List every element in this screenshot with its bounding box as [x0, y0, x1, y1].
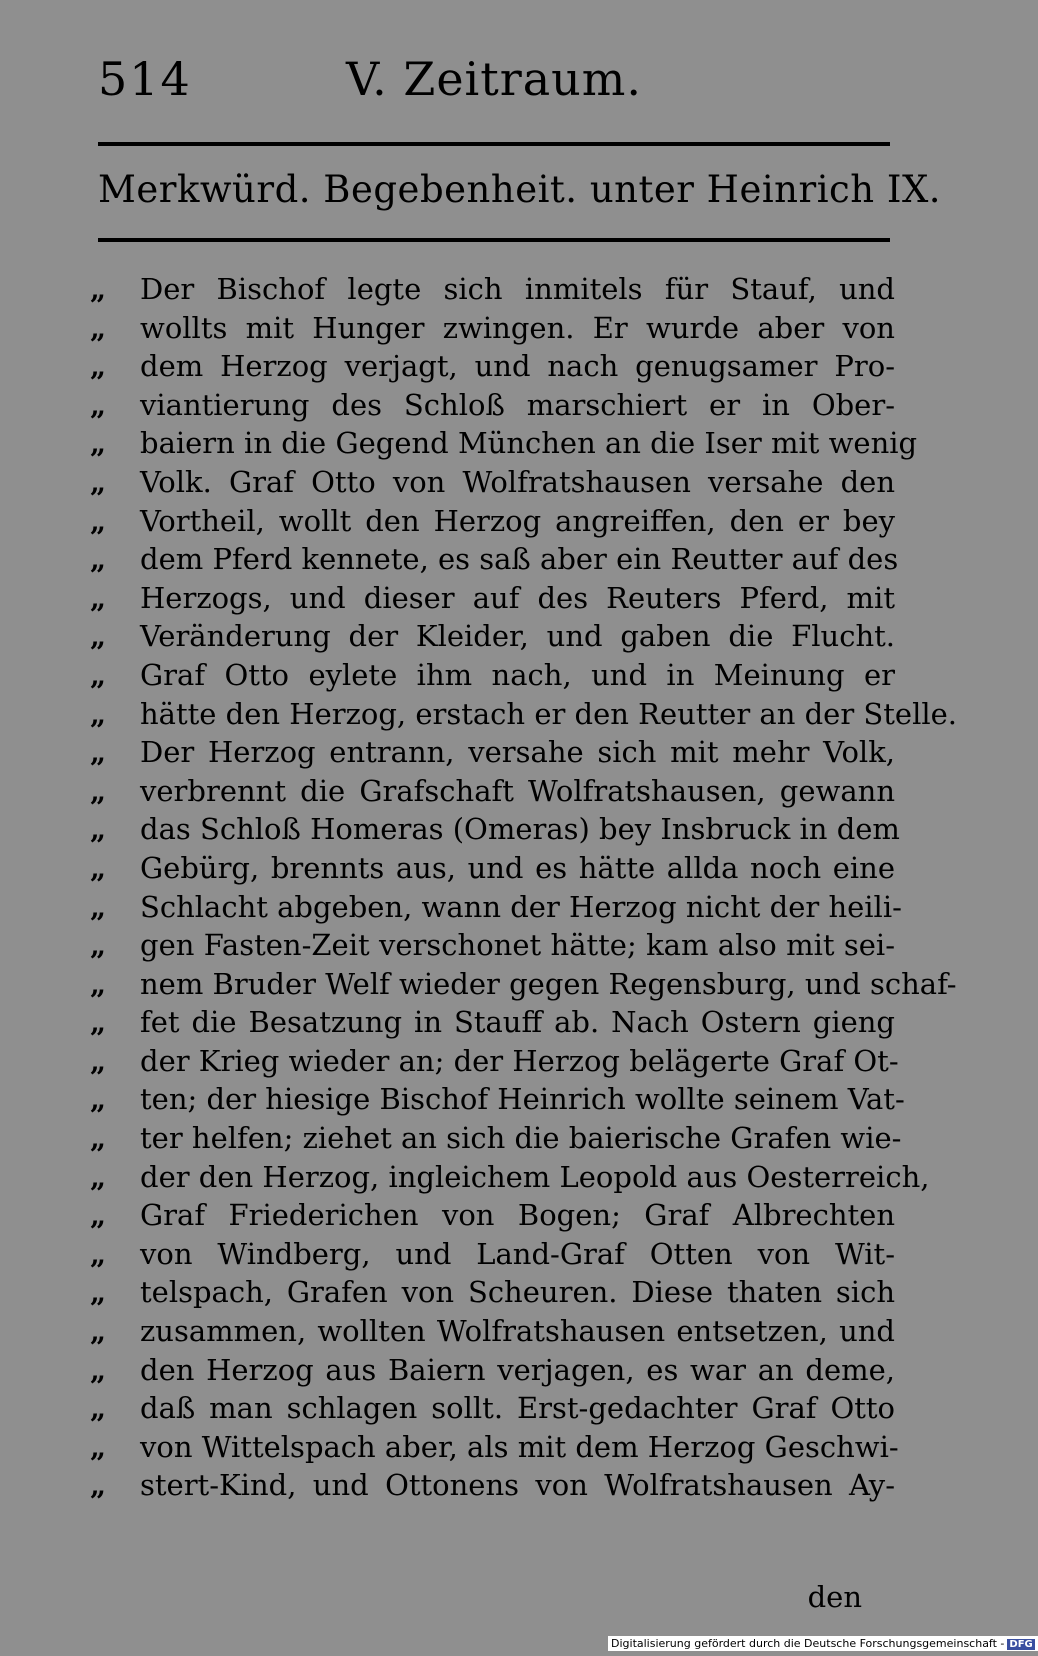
quote-mark: „ [90, 1392, 107, 1426]
quote-mark: „ [90, 697, 107, 731]
running-head: V. Zeitraum. [345, 52, 643, 106]
line-text: dem Herzog verjagt, und nach genugsamer Pro- [140, 349, 895, 384]
line-text: Veränderung der Kleider, und gaben die Flucht. [140, 619, 895, 654]
text-line [90, 1158, 930, 1197]
line-text: fet die Besatzung in Stauff ab. Nach Ostern gieng [140, 1005, 895, 1040]
text-line [90, 1235, 895, 1274]
page-number: 514 [98, 52, 192, 106]
section-heading: Merkwürd. Begebenheit. unter Heinrich IX. [98, 168, 942, 211]
quote-mark: „ [90, 736, 107, 770]
quote-mark: „ [90, 1122, 107, 1156]
quote-mark: „ [90, 1353, 107, 1387]
quote-mark: „ [90, 813, 107, 847]
quote-mark: „ [90, 504, 107, 538]
quote-mark: „ [90, 1430, 107, 1464]
text-line [90, 1196, 895, 1235]
text-line [90, 849, 895, 888]
digitization-credit-text: Digitalisierung gefördert durch die Deutsche Forschungsgemeinschaft - [611, 1637, 1005, 1650]
line-text: Graf Otto eylete ihm nach, und in Meinung er [140, 657, 895, 692]
text-line [90, 309, 895, 348]
line-text: den Herzog aus Baiern verjagen, es war an deme, [140, 1352, 895, 1387]
text-line [90, 1428, 899, 1467]
text-line [90, 965, 957, 1004]
quote-mark: „ [90, 1315, 107, 1349]
quote-mark: „ [90, 465, 107, 499]
page-header [98, 44, 890, 114]
quote-mark: „ [90, 658, 107, 692]
text-line [90, 733, 895, 772]
text-line [90, 386, 895, 425]
quote-mark: „ [90, 1469, 107, 1503]
quote-mark: „ [90, 1160, 107, 1194]
text-line [90, 1119, 902, 1158]
text-line [90, 1003, 895, 1042]
line-text: von Windberg, und Land-Graf Otten von Wit- [140, 1236, 895, 1271]
text-line [90, 1312, 895, 1351]
text-line [90, 810, 900, 849]
header-rule-bottom [98, 238, 890, 242]
text-line [90, 772, 895, 811]
text-line [90, 926, 895, 965]
line-text: das Schloß Homeras (Omeras) bey Insbruck in dem [140, 812, 900, 847]
line-text: ten; der hiesige Bischof Heinrich wollte seinem Vat- [140, 1082, 905, 1117]
text-line [90, 579, 895, 618]
line-text: nem Bruder Welf wieder gegen Regensburg, und schaf- [140, 966, 957, 1001]
line-text: der den Herzog, ingleichem Leopold aus Oesterreich, [140, 1159, 930, 1194]
quote-mark: „ [90, 1006, 107, 1040]
line-text: Der Bischof legte sich inmitels für Stauf, und [140, 272, 895, 306]
quote-mark: „ [90, 388, 107, 422]
quote-mark: „ [90, 851, 107, 885]
text-line [90, 1042, 899, 1081]
quote-mark: „ [90, 929, 107, 963]
quote-mark: „ [90, 1237, 107, 1271]
dfg-logo: DFG [1009, 1639, 1033, 1650]
text-line [90, 502, 895, 541]
line-text: dem Pferd kennete, es saß aber ein Reutter auf des [140, 542, 899, 577]
quote-mark: „ [90, 350, 107, 384]
catchword: den [807, 1580, 862, 1614]
text-line [90, 888, 902, 927]
quote-mark: „ [90, 620, 107, 654]
text-line [90, 463, 895, 502]
text-line [90, 1389, 895, 1428]
text-line [90, 1466, 895, 1505]
line-text: gen Fasten-Zeit verschonet hätte; kam also mit sei- [140, 928, 895, 963]
quote-mark: „ [90, 1044, 107, 1078]
quote-mark: „ [90, 890, 107, 924]
quote-mark: „ [90, 427, 107, 461]
quote-mark: „ [90, 1199, 107, 1233]
line-text: Herzogs, und dieser auf des Reuters Pferd, mit [140, 580, 895, 615]
text-line [90, 656, 895, 695]
line-text: Der Herzog entrann, versahe sich mit mehr Volk, [140, 735, 895, 770]
line-text: der Krieg wieder an; der Herzog belägerte Graf Ot- [140, 1043, 899, 1078]
line-text: zusammen, wollten Wolfratshausen entsetzen, und [140, 1314, 895, 1349]
line-text: ter helfen; ziehet an sich die baierische Grafen wie- [140, 1121, 902, 1156]
line-text: baiern in die Gegend München an die Iser mit wenig [140, 426, 918, 461]
quote-mark: „ [90, 967, 107, 1001]
quote-mark: „ [90, 774, 107, 808]
line-text: verbrennt die Grafschaft Wolfratshausen, gewann [140, 773, 895, 808]
line-text: Schlacht abgeben, wann der Herzog nicht der heili- [140, 889, 902, 924]
text-line [90, 424, 918, 463]
quote-mark: „ [90, 311, 107, 345]
line-text: viantierung des Schloß marschiert er in Ober- [140, 387, 895, 422]
text-line [90, 1351, 895, 1390]
text-line [90, 1080, 905, 1119]
header-rule-top [98, 142, 890, 146]
digitization-credit [608, 1636, 1038, 1651]
text-line [90, 1273, 895, 1312]
line-text: stert-Kind, und Ottonens von Wolfratshausen Ay- [140, 1468, 895, 1503]
line-text: hätte den Herzog, erstach er den Reutter an der Stelle. [140, 696, 958, 731]
quote-mark: „ [90, 581, 107, 615]
text-line [90, 695, 958, 734]
line-text: Gebürg, brennts aus, und es hätte allda noch eine [140, 850, 895, 885]
line-text: Vortheil, wollt den Herzog angreiffen, den er bey [140, 503, 895, 538]
line-text: Volk. Graf Otto von Wolfratshausen versahe den [140, 464, 895, 499]
line-text: wollts mit Hunger zwingen. Er wurde aber von [140, 310, 895, 345]
quote-mark: „ [90, 1276, 107, 1310]
quote-mark: „ [90, 273, 107, 306]
line-text: von Wittelspach aber, als mit dem Herzog Geschwi- [140, 1429, 899, 1464]
line-text: Graf Friederichen von Bogen; Graf Albrechten [140, 1198, 895, 1233]
line-text: telspach, Grafen von Scheuren. Diese thaten sich [140, 1275, 895, 1310]
text-line [90, 270, 895, 309]
body-text [90, 270, 958, 1505]
text-line [90, 347, 895, 386]
text-line [90, 540, 899, 579]
quote-mark: „ [90, 543, 107, 577]
text-line [90, 617, 895, 656]
quote-mark: „ [90, 1083, 107, 1117]
line-text: daß man schlagen sollt. Erst-gedachter Graf Otto [140, 1391, 895, 1426]
